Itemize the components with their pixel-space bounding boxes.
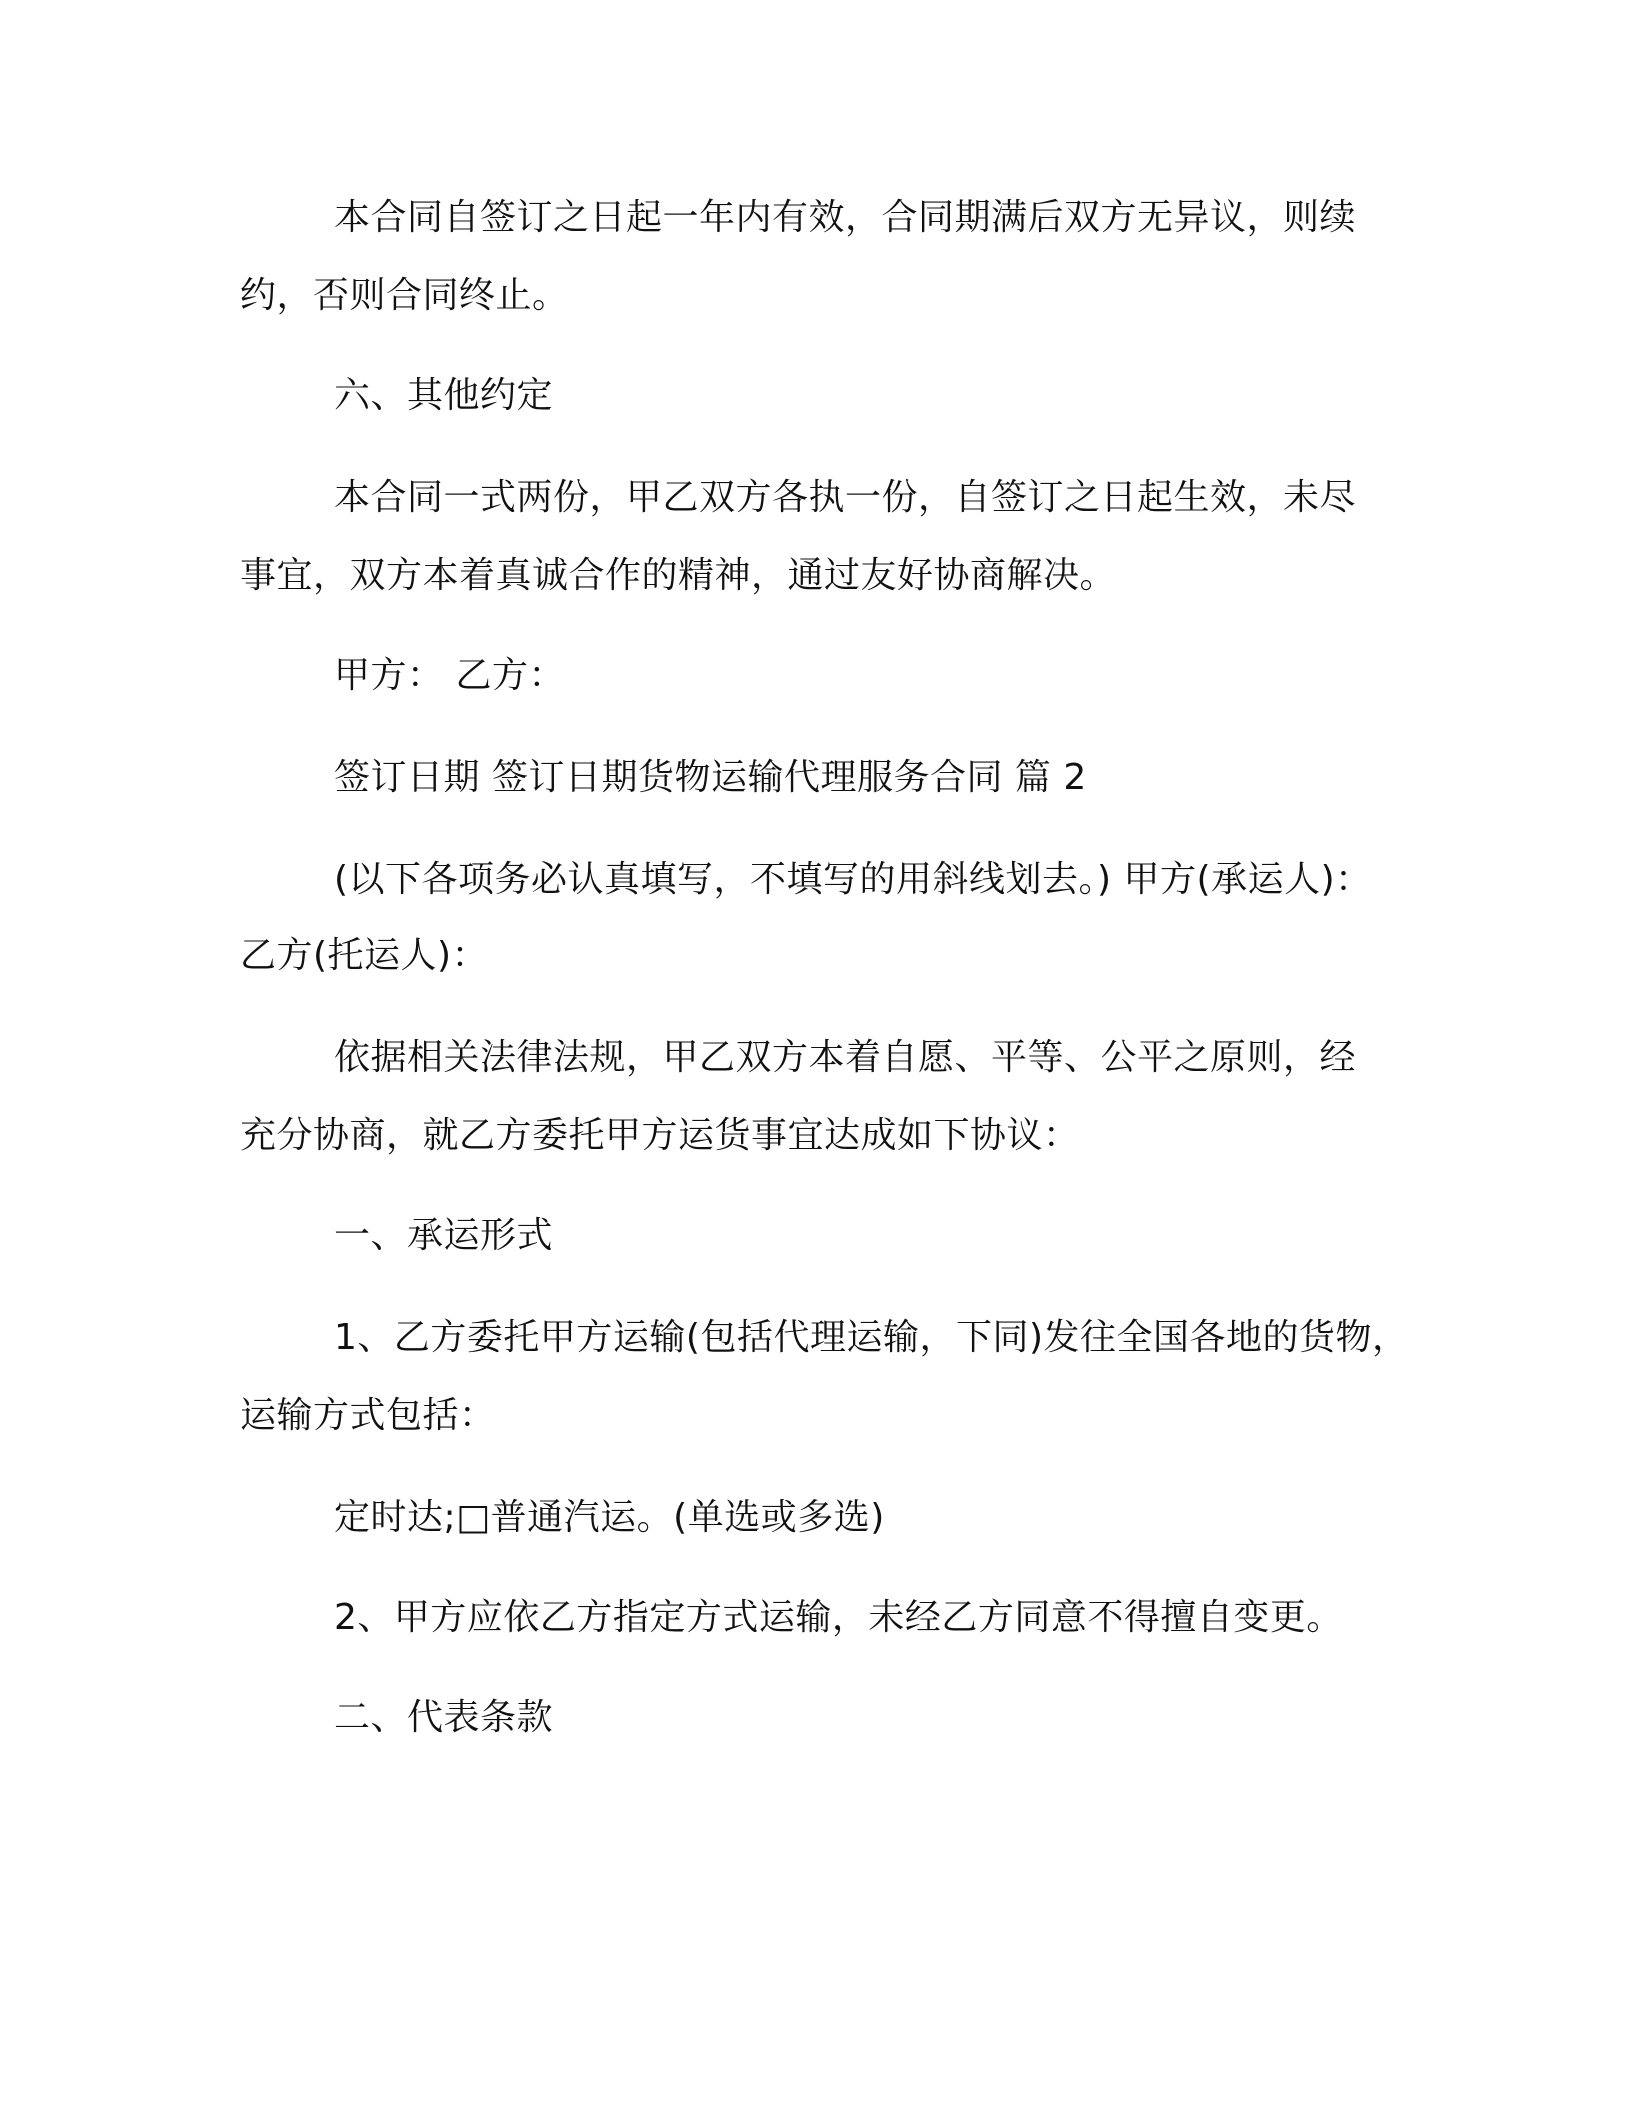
- section-heading: 六、其他约定: [334, 375, 554, 416]
- paragraph-line: 本合同一式两份，甲乙双方各执一份，自签订之日起生效，未尽: [334, 477, 1357, 518]
- paragraph-line: 充分协商，就乙方委托甲方运货事宜达成如下协议：: [240, 1115, 1080, 1156]
- paragraph-line: 定时达;□普通汽运。(单选或多选): [334, 1497, 885, 1538]
- paragraph-line: 约，否则合同终止。: [240, 275, 569, 316]
- section-heading: 一、承运形式: [334, 1215, 554, 1256]
- paragraph-line: 运输方式包括：: [240, 1395, 496, 1436]
- paragraph-line: 1、乙方委托甲方运输(包括代理运输，下同)发往全国各地的货物，: [334, 1317, 1409, 1358]
- contract-title-line: 签订日期 签订日期货物运输代理服务合同 篇 2: [334, 757, 1087, 798]
- paragraph-line: 本合同自签订之日起一年内有效，合同期满后双方无异议，则续: [334, 197, 1357, 238]
- paragraph-line: 2、甲方应依乙方指定方式运输，未经乙方同意不得擅自变更。: [334, 1597, 1343, 1638]
- paragraph-line: 事宜，双方本着真诚合作的精神，通过友好协商解决。: [240, 555, 1117, 596]
- signature-parties-line: 甲方： 乙方：: [334, 655, 565, 696]
- paragraph-line: 依据相关法律法规，甲乙双方本着自愿、平等、公平之原则，经: [334, 1037, 1357, 1078]
- paragraph-line: 乙方(托运人)：: [240, 935, 489, 976]
- section-heading: 二、代表条款: [334, 1697, 554, 1738]
- paragraph-line: (以下各项务必认真填写，不填写的用斜线划去。) 甲方(承运人)：: [334, 859, 1372, 900]
